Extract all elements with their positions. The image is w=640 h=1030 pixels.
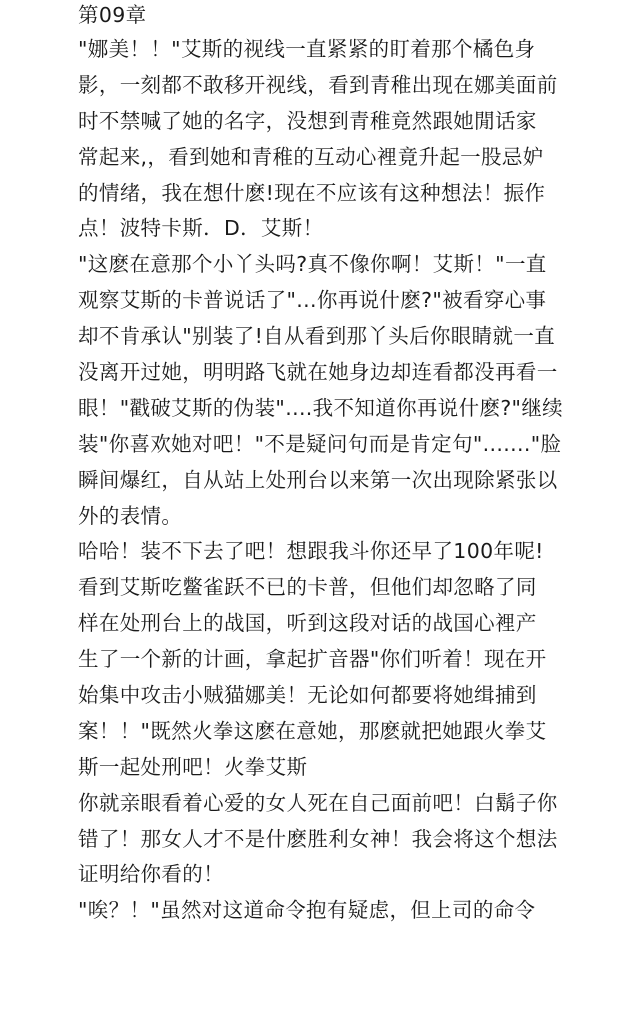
text-line: 始集中攻击小贼猫娜美！无论如何都要将她缉捕到: [78, 683, 537, 708]
text-line: 观察艾斯的卡普说话了"...你再说什麽?"被看穿心事: [78, 288, 547, 313]
text-line: 案！！"既然火拳这麽在意她，那麽就把她跟火拳艾: [78, 718, 547, 743]
text-line: 哈哈！装不下去了吧！想跟我斗你还早了100年呢!: [78, 539, 544, 564]
text-line: 瞬间爆红，自从站上处刑台以来第一次出现除紧张以: [78, 467, 558, 492]
text-line: "唉？！"虽然对这道命令抱有疑虑，但上司的命令: [78, 898, 536, 923]
text-line: "娜美！！"艾斯的视线一直紧紧的盯着那个橘色身: [78, 37, 536, 61]
text-line: 斯一起处刑吧！火拳艾斯: [78, 754, 308, 779]
text-line: 常起来,，看到她和青稚的互动心裡竟升起一股忌妒: [78, 144, 544, 169]
text-line: 证明给你看的！: [78, 862, 224, 887]
text-line: 点！波特卡斯．D．艾斯！: [78, 216, 324, 241]
article-text: [78, 0, 634, 929]
text-line: 的情绪，我在想什麽!现在不应该有这种想法！振作: [78, 180, 546, 205]
text-line: 影，一刻都不敢移开视线，看到青稚出现在娜美面前: [78, 72, 558, 97]
article-body: [78, 32, 634, 929]
text-line: 装"你喜欢她对吧！"不是疑问句而是肯定句"......."脸: [78, 431, 562, 456]
text-line: 眼！"戳破艾斯的伪装"....我不知道你再说什麽?"继续: [78, 395, 564, 420]
text-line: 却不肯承认"别装了!自从看到那丫头后你眼睛就一直: [78, 324, 556, 349]
text-line: 样在处刑台上的战国，听到这段对话的战国心裡产: [78, 611, 537, 636]
text-line: 生了一个新的计画，拿起扩音器"你们听着！现在开: [78, 647, 547, 672]
text-line: 看到艾斯吃鳖雀跃不已的卡普，但他们却忽略了同: [78, 575, 537, 600]
text-line: 你就亲眼看着心爱的女人死在自己面前吧！白鬍子你: [78, 790, 558, 815]
text-line: 没离开过她，明明路飞就在她身边却连看都没再看一: [78, 360, 558, 385]
text-line: 时不禁喊了她的名字，没想到青稚竟然跟她閒话家: [78, 108, 537, 133]
text-line: 错了！那女人才不是什麽胜利女神！我会将这个想法: [78, 826, 558, 851]
text-line: "这麽在意那个小丫头吗?真不像你啊！艾斯！"一直: [78, 252, 547, 277]
chapter-title: 第09章: [78, 3, 147, 27]
text-line: 外的表情。: [78, 503, 183, 528]
